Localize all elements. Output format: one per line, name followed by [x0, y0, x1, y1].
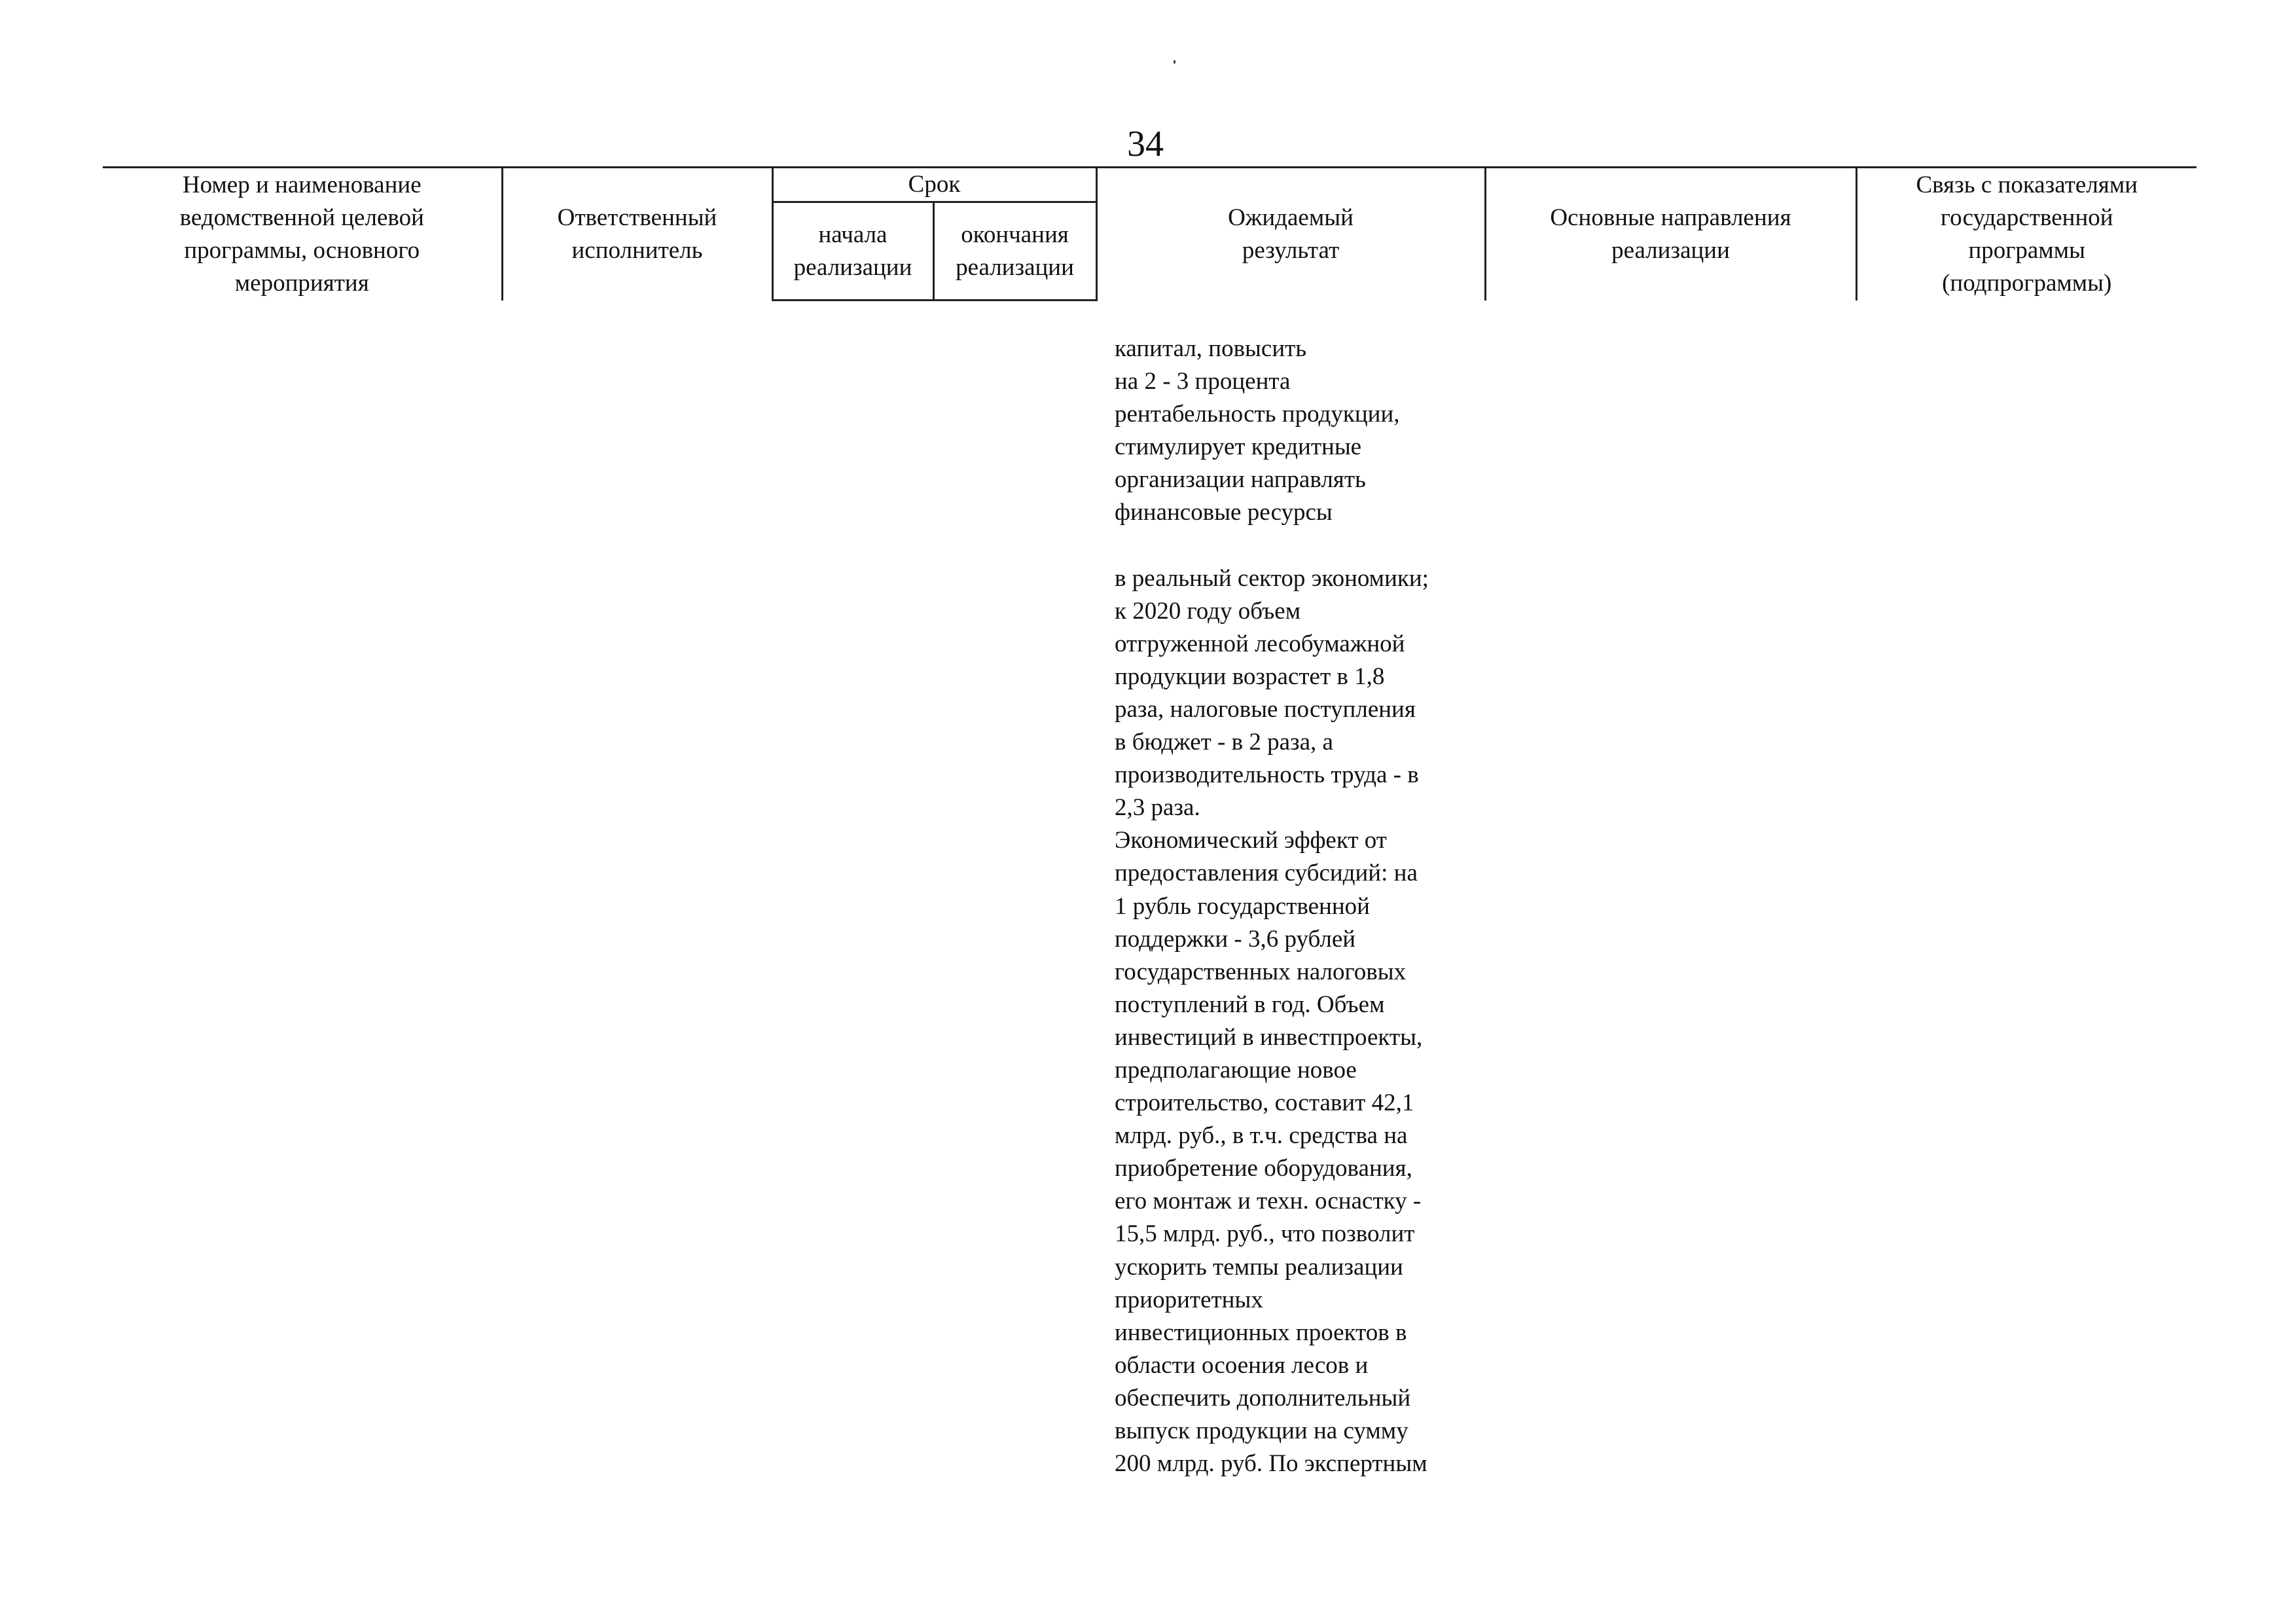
header-text-line: реализации	[1611, 236, 1730, 264]
header-text-line: государственной	[1940, 204, 2113, 231]
text-line: обеспечить дополнительный	[1115, 1384, 1411, 1412]
scan-speck	[1174, 60, 1175, 64]
header-text-line: начала	[818, 221, 888, 248]
text-line: области осоения лесов и	[1115, 1351, 1369, 1379]
page-number: 34	[1127, 124, 1164, 164]
header-term-end	[933, 202, 1096, 301]
header-text-line: реализации	[956, 253, 1074, 281]
header-term: Срок	[772, 168, 1096, 202]
header-expected-result	[1096, 168, 1485, 301]
header-text-line: Ответственный	[557, 204, 717, 231]
text-line: капитал, повысить	[1115, 335, 1307, 362]
text-line: стимулирует кредитные	[1115, 433, 1362, 461]
text-line: инвестиций в инвестпроекты,	[1115, 1023, 1423, 1051]
text-line: выпуск продукции на сумму	[1115, 1417, 1408, 1444]
header-text-line: программы, основного	[184, 236, 420, 264]
header-main-directions	[1485, 168, 1856, 301]
text-line: строительство, составит 42,1	[1115, 1089, 1414, 1117]
header-text-line: Основные направления	[1550, 204, 1791, 231]
table-header	[103, 166, 2197, 301]
paragraph-gap	[1115, 530, 1494, 562]
text-line: приоритетных	[1115, 1286, 1263, 1313]
text-line: в бюджет - в 2 раза, а	[1115, 729, 1333, 756]
text-line: приобретение оборудования,	[1115, 1155, 1412, 1182]
header-responsible	[502, 168, 772, 301]
header-text-line: мероприятия	[234, 269, 369, 297]
text-line: его монтаж и техн. оснастку -	[1115, 1188, 1422, 1215]
header-text-line: ведомственной целевой	[179, 204, 424, 231]
header-text-line: Связь с показателями	[1916, 171, 2138, 198]
expected-result-text	[1115, 333, 1494, 1480]
text-line: финансовые ресурсы	[1115, 499, 1333, 526]
text-line: в реальный сектор экономики;	[1115, 564, 1429, 592]
header-term-start	[772, 202, 933, 301]
text-line: раза, налоговые поступления	[1115, 695, 1416, 723]
text-line: 15,5 млрд. руб., что позволит	[1115, 1220, 1415, 1248]
text-line: предоставления субсидий: на	[1115, 860, 1418, 887]
text-line: предполагающие новое	[1115, 1056, 1357, 1084]
text-line: продукции возрастет в 1,8	[1115, 663, 1385, 690]
header-text-line: Номер и наименование	[182, 171, 422, 198]
text-line: ускорить темпы реализации	[1115, 1253, 1403, 1281]
text-line: 1 рубль государственной	[1115, 892, 1370, 920]
header-text-line: (подпрограммы)	[1942, 269, 2112, 297]
header-indicators-link	[1856, 168, 2197, 301]
text-line: организации направлять	[1115, 466, 1366, 494]
text-line: государственных налоговых	[1115, 958, 1407, 985]
header-text-line: окончания	[961, 221, 1069, 248]
header-text-line: результат	[1242, 236, 1340, 264]
text-line: производительность труда - в	[1115, 761, 1419, 789]
text-line: 200 млрд. руб. По экспертным	[1115, 1450, 1427, 1478]
text-line: поддержки - 3,6 рублей	[1115, 925, 1356, 953]
header-text-line: Ожидаемый	[1228, 204, 1354, 231]
text-line: млрд. руб., в т.ч. средства на	[1115, 1122, 1408, 1150]
text-line: на 2 - 3 процента	[1115, 368, 1291, 395]
header-text-line: исполнитель	[571, 236, 703, 264]
text-line: поступлений в год. Объем	[1115, 991, 1385, 1018]
header-program-name	[103, 168, 502, 301]
text-line: к 2020 году объем	[1115, 597, 1301, 625]
header-text-line: реализации	[793, 253, 912, 281]
text-line: 2,3 раза.	[1115, 794, 1200, 822]
header-text-line: программы	[1968, 236, 2086, 264]
text-line: отгруженной лесобумажной	[1115, 630, 1405, 657]
text-line: Экономический эффект от	[1115, 827, 1387, 854]
text-line: инвестиционных проектов в	[1115, 1319, 1407, 1346]
text-line: рентабельность продукции,	[1115, 401, 1400, 428]
